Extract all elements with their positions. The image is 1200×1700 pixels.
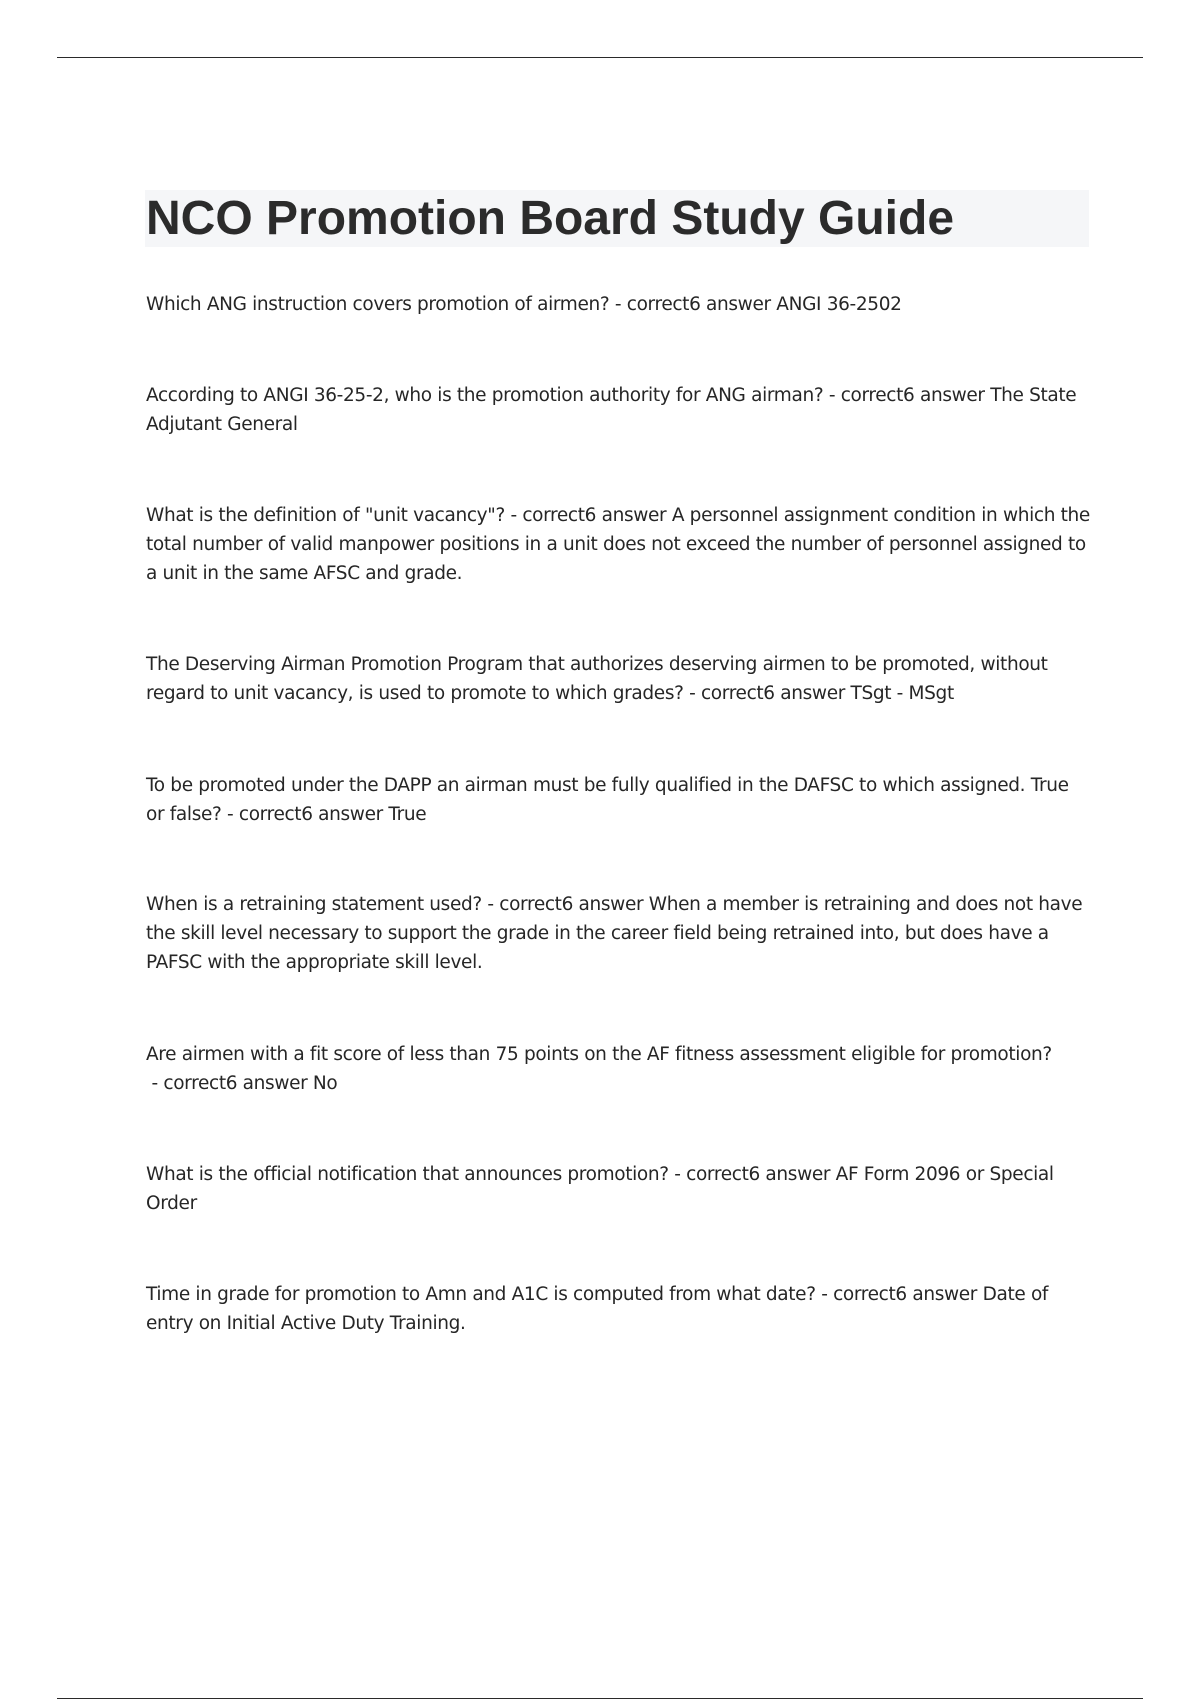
- question: What is the definition of "unit vacancy"?: [146, 505, 505, 526]
- question: The Deserving Airman Promotion Program that authorizes deserving airmen to be promoted, without regard to unit vacancy, is used to promote to which grades?: [146, 654, 1048, 704]
- qa-item-8: What is the official notification that announces promotion? - correct6 answer AF Form 2096 or Special Order: [146, 1164, 1054, 1214]
- answer: True: [388, 804, 427, 825]
- qa-item-3: What is the definition of "unit vacancy"? - correct6 answer A personnel assignment condition in which the total number of valid manpower positions in a unit does not exceed the number of personnel assigned to a unit in the same AFSC and grade.: [146, 505, 1090, 584]
- answer-prefix: correct6 answer: [238, 804, 383, 825]
- header-rule: [57, 57, 1143, 58]
- answer: AF Form 2096 or Special Order: [146, 1164, 1054, 1214]
- answer-prefix: correct6 answer: [163, 1073, 308, 1094]
- answer: ANGI 36-2502: [776, 294, 902, 315]
- answer-prefix: correct6 answer: [700, 683, 845, 704]
- answer-prefix: correct6 answer: [499, 894, 644, 915]
- answer: When a member is retraining and does not have the skill level necessary to support the grade in the career field being retrained into, but does have a PAFSC with the appropriate skill level.: [146, 894, 1083, 973]
- question: Time in grade for promotion to Amn and A1C is computed from what date?: [146, 1284, 816, 1305]
- answer: The State Adjutant General: [146, 385, 1077, 435]
- footer-rule: [57, 1698, 1143, 1699]
- answer-prefix: correct6 answer: [833, 1284, 978, 1305]
- question: When is a retraining statement used?: [146, 894, 482, 915]
- question: According to ANGI 36-25-2, who is the promotion authority for ANG airman?: [146, 385, 824, 406]
- qa-item-2: According to ANGI 36-25-2, who is the promotion authority for ANG airman? - correct6 answer The State Adjutant General: [146, 385, 1077, 435]
- answer: A personnel assignment condition in which the total number of valid manpower positions in a unit does not exceed the number of personnel assigned to a unit in the same AFSC and grade.: [146, 505, 1090, 584]
- qa-item-1: Which ANG instruction covers promotion of airmen? - correct6 answer ANGI 36-2502: [146, 294, 902, 315]
- qa-item-4: The Deserving Airman Promotion Program that authorizes deserving airmen to be promoted, without regard to unit vacancy, is used to promote to which grades? - correct6 answer TSgt - MSgt: [146, 654, 1048, 704]
- qa-item-6: When is a retraining statement used? - correct6 answer When a member is retraining and does not have the skill level necessary to support the grade in the career field being retrained into, but does have a PAFSC with the appropriate skill level.: [146, 894, 1083, 973]
- question: Are airmen with a fit score of less than 75 points on the AF fitness assessment eligible for promotion?: [146, 1044, 1052, 1065]
- page-title: NCO Promotion Board Study Guide: [146, 192, 955, 245]
- question: To be promoted under the DAPP an airman must be fully qualified in the DAFSC to which assigned. True or false?: [146, 775, 1069, 825]
- answer-prefix: correct6 answer: [686, 1164, 831, 1185]
- qa-item-5: To be promoted under the DAPP an airman must be fully qualified in the DAFSC to which assigned. True or false? - correct6 answer True: [146, 775, 1069, 825]
- question: Which ANG instruction covers promotion of airmen?: [146, 294, 610, 315]
- answer: TSgt - MSgt: [850, 683, 954, 704]
- answer-prefix: correct6 answer: [626, 294, 771, 315]
- question: What is the official notification that announces promotion?: [146, 1164, 669, 1185]
- qa-item-9: Time in grade for promotion to Amn and A1C is computed from what date? - correct6 answer Date of entry on Initial Active Duty Training.: [146, 1284, 1049, 1334]
- qa-item-7: Are airmen with a fit score of less than 75 points on the AF fitness assessment eligible for promotion? - correct6 answer No: [146, 1044, 1052, 1094]
- answer-prefix: correct6 answer: [840, 385, 985, 406]
- answer: Date of entry on Initial Active Duty Training.: [146, 1284, 1049, 1334]
- answer-prefix: correct6 answer: [522, 505, 667, 526]
- answer: No: [312, 1073, 338, 1094]
